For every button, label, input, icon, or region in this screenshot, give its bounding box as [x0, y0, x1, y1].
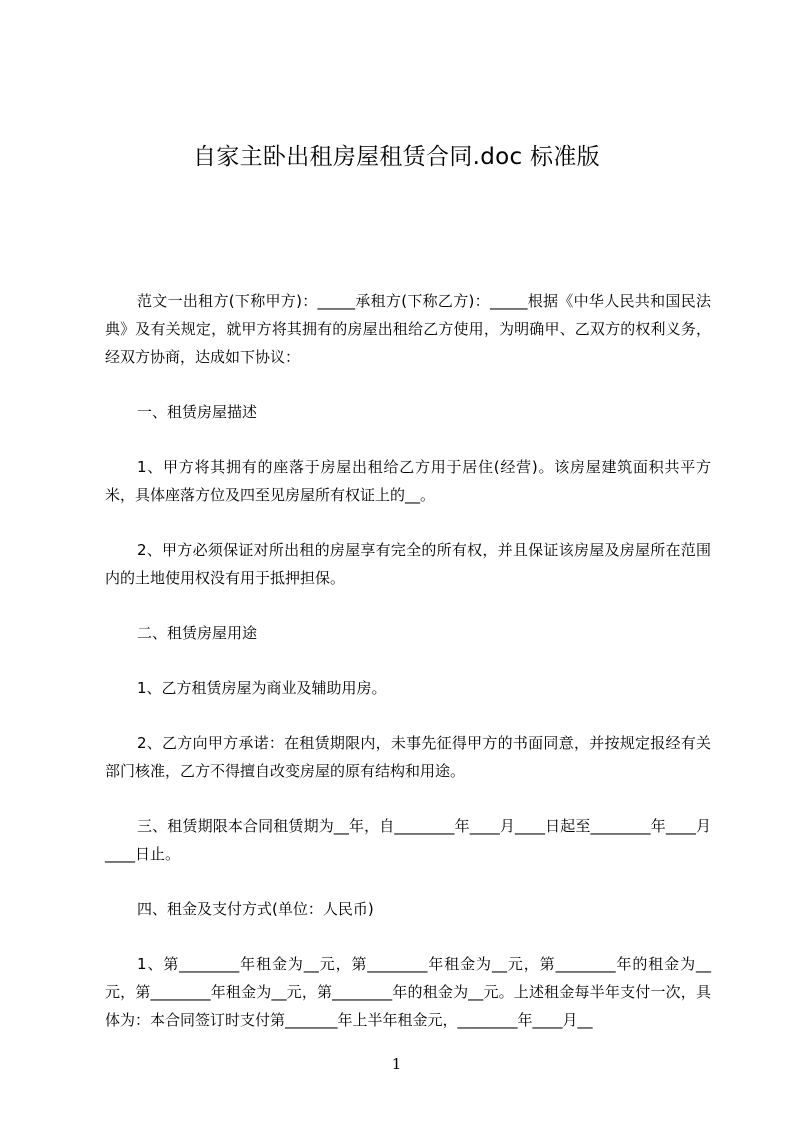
- page-number: 1: [391, 1055, 402, 1073]
- section-1-item-1: 1、甲方将其拥有的座落于房屋出租给乙方用于居住(经营)。该房屋建筑面积共平方米，具体座落方位及四至见房屋所有权证上的__。: [105, 458, 711, 504]
- section-1-item-2: 2、甲方必须保证对所出租的房屋享有完全的所有权，并且保证该房屋及房屋所在范围内的土地使用权没有用于抵押担保。: [105, 541, 711, 587]
- section-heading-4: 四、租金及支付方式(单位：人民币): [137, 900, 374, 918]
- document-title: 自家主卧出租房屋租赁合同.doc 标准版: [193, 144, 600, 170]
- section-4-item-1: 1、第________年租金为__元，第________年租金为__元，第________年的租金为__元，第________年租金为__元，第________年的租金为__元。上述租金每半年支付一次，具体为：本合同签订时支付第_______年上半年租金元，________年____月__: [105, 955, 711, 1029]
- document-body: [105, 287, 711, 1061]
- section-heading-1: 一、租赁房屋描述: [137, 403, 258, 421]
- intro-paragraph: 范文一出租方(下称甲方)：_____承租方(下称乙方)：_____根据《中华人民共和国民法典》及有关规定，就甲方将其拥有的房屋出租给乙方使用，为明确甲、乙双方的权利义务，经双方协商，达成如下协议：: [105, 292, 711, 366]
- section-2-item-2: 2、乙方向甲方承诺：在租赁期限内，未事先征得甲方的书面同意，并按规定报经有关部门核准，乙方不得擅自改变房屋的原有结构和用途。: [105, 734, 711, 780]
- section-2-item-1: 1、乙方租赁房屋为商业及辅助用房。: [137, 679, 387, 697]
- section-3-lease-term: 三、租赁期限本合同租赁期为__年，自________年____月____日起至________年____月____日止。: [105, 817, 711, 863]
- section-heading-2: 二、租赁房屋用途: [137, 624, 258, 642]
